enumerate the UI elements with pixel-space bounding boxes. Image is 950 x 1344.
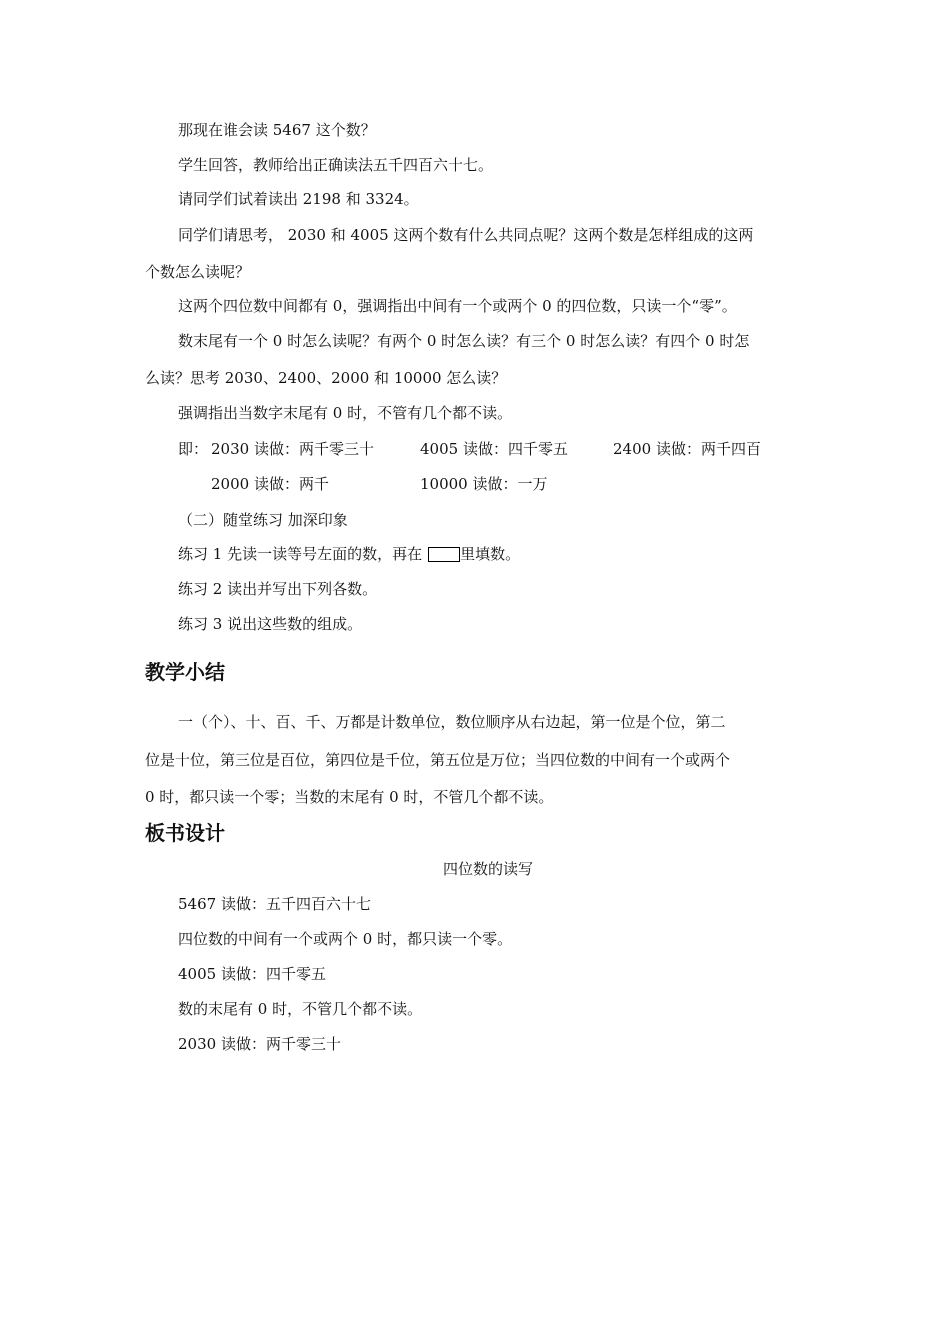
board-heading: 板书设计 bbox=[145, 821, 225, 845]
paragraph-student-answer: 学生回答，教师给出正确读法五千四百六十七。 bbox=[178, 156, 494, 174]
example-2000: 2000 读做：两千 bbox=[211, 475, 329, 493]
summary-line1: 一（个）、十、百、千、万都是计数单位，数位顺序从右边起，第一位是个位，第二 bbox=[178, 713, 726, 731]
board-title: 四位数的读写 bbox=[443, 860, 534, 878]
practice-2: 练习 2 读出并写出下列各数。 bbox=[178, 580, 378, 598]
practice-title: （二）随堂练习 加深印象 bbox=[178, 511, 348, 529]
practice-1-text-before: 练习 1 先读一读等号左面的数，再在 bbox=[178, 545, 423, 563]
summary-heading: 教学小结 bbox=[145, 660, 225, 684]
example-4005: 4005 读做：四千零五 bbox=[420, 440, 568, 458]
board-line4: 数的末尾有 0 时，不管几个都不读。 bbox=[178, 1000, 423, 1018]
board-line3: 4005 读做：四千零五 bbox=[178, 965, 326, 983]
practice-1 bbox=[178, 544, 520, 564]
paragraph-think-line1: 同学们请思考， 2030 和 4005 这两个数有什么共同点呢？这两个数是怎样组成的这两 bbox=[178, 226, 754, 244]
practice-3: 练习 3 说出这些数的组成。 bbox=[178, 615, 363, 633]
board-line1: 5467 读做：五千四百六十七 bbox=[178, 895, 371, 913]
practice-1-text-after: 里填数。 bbox=[460, 545, 521, 563]
paragraph-read-5467: 那现在谁会读 5467 这个数？ bbox=[178, 121, 376, 139]
board-line5: 2030 读做：两千零三十 bbox=[178, 1035, 341, 1053]
example-10000: 10000 读做：一万 bbox=[420, 475, 548, 493]
paragraph-end-zero-line1: 数末尾有一个 0 时怎么读呢？有两个 0 时怎么读？有三个 0 时怎么读？有四个 0 时怎 bbox=[178, 332, 750, 350]
board-line2: 四位数的中间有一个或两个 0 时，都只读一个零。 bbox=[178, 930, 513, 948]
example-prefix: 即： bbox=[178, 440, 209, 458]
answer-box bbox=[428, 547, 460, 562]
paragraph-think-line2: 个数怎么读呢？ bbox=[145, 263, 251, 281]
summary-line2: 位是十位，第三位是百位，第四位是千位，第五位是万位；当四位数的中间有一个或两个 bbox=[145, 751, 731, 769]
paragraph-try-read: 请同学们试着读出 2198 和 3324。 bbox=[178, 190, 419, 208]
summary-line3: 0 时，都只读一个零；当数的末尾有 0 时，不管几个都不读。 bbox=[145, 788, 554, 806]
example-2030: 2030 读做：两千零三十 bbox=[211, 440, 374, 458]
paragraph-middle-zero: 这两个四位数中间都有 0，强调指出中间有一个或两个 0 的四位数，只读一个“零”。 bbox=[178, 297, 737, 315]
example-2400: 2400 读做：两千四百 bbox=[613, 440, 761, 458]
paragraph-emphasis: 强调指出当数字末尾有 0 时，不管有几个都不读。 bbox=[178, 404, 513, 422]
paragraph-end-zero-line2: 么读？思考 2030、2400、2000 和 10000 怎么读？ bbox=[145, 369, 507, 387]
